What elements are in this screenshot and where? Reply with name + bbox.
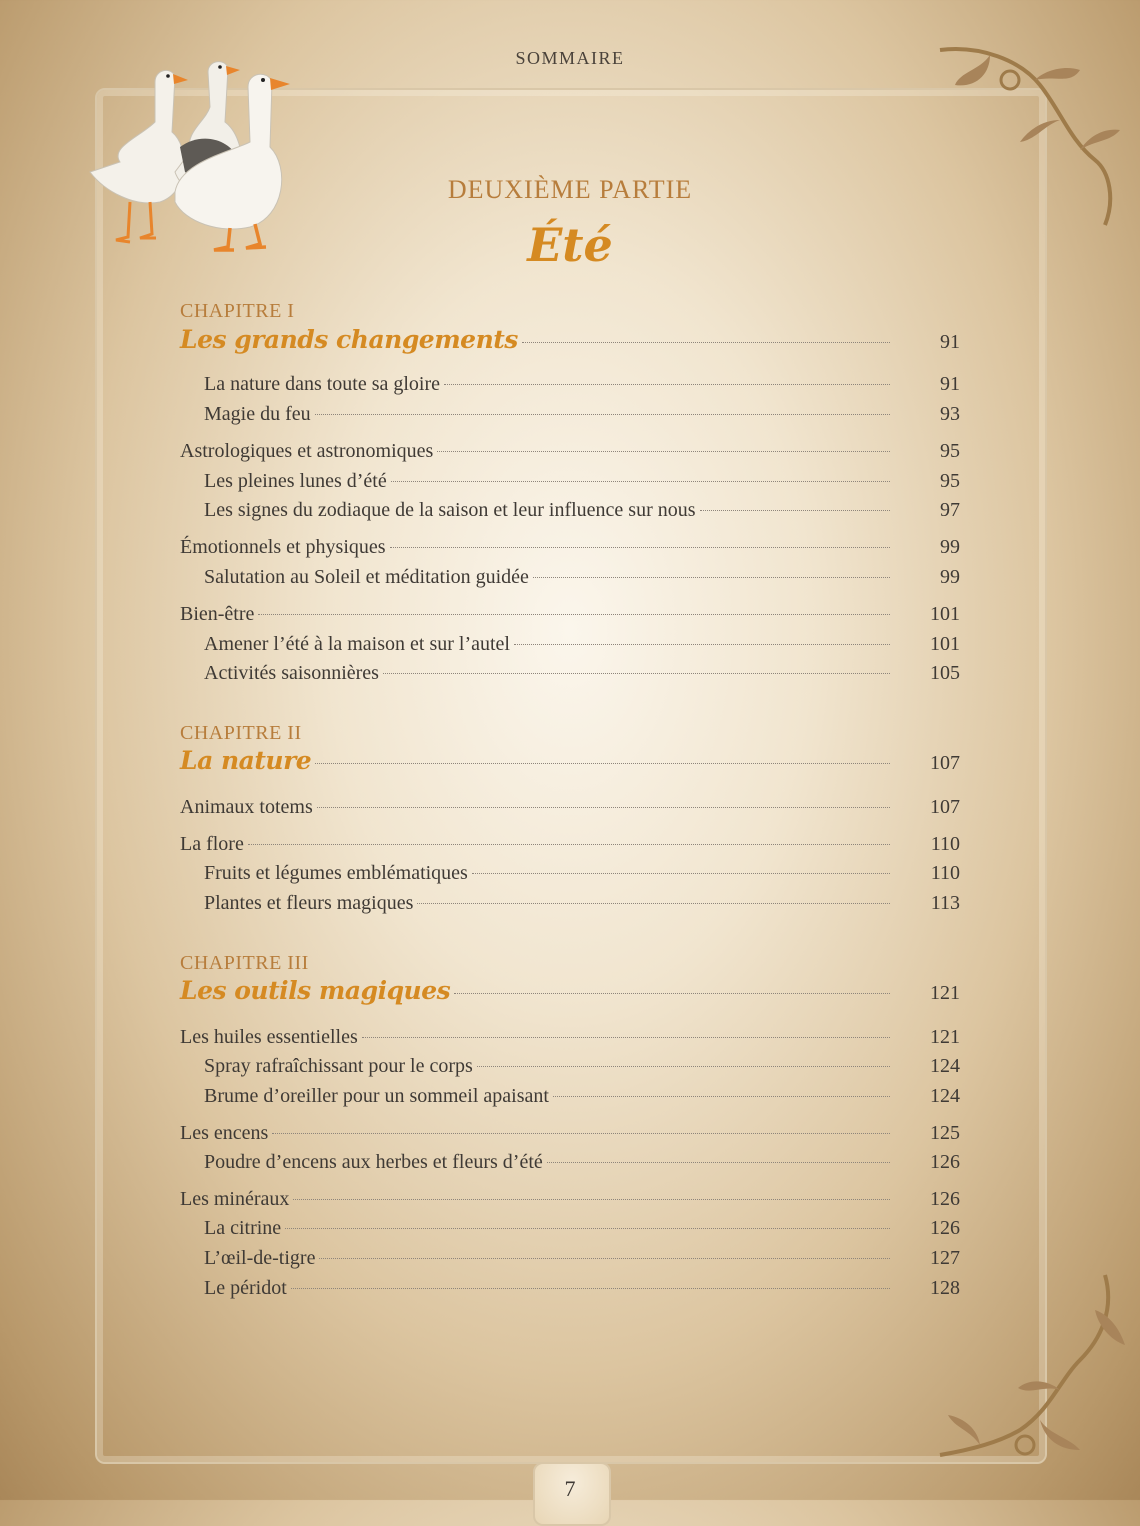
toc-entry-page: 124 — [930, 1055, 960, 1077]
toc-entry-page: 101 — [930, 603, 960, 625]
toc-entry-title: Animaux totems — [180, 796, 313, 818]
chapter-1-page: 91 — [940, 331, 960, 353]
running-header: SOMMAIRE — [515, 48, 625, 68]
leader-dots — [272, 1133, 890, 1134]
leader-dots — [285, 1228, 890, 1229]
toc-entry-page: 125 — [930, 1122, 960, 1144]
leader-dots — [547, 1162, 890, 1163]
toc-entry[interactable] — [180, 633, 960, 656]
toc-entry-title: Magie du feu — [204, 403, 311, 425]
chapter-3-title: Les outils magiques — [180, 976, 451, 1005]
toc-entry-page: 128 — [930, 1277, 960, 1299]
toc-entry-title: La flore — [180, 833, 244, 855]
leader-dots — [437, 451, 890, 452]
leader-dots — [553, 1096, 890, 1097]
leader-dots — [390, 547, 890, 548]
toc-entry-title: La nature dans toute sa gloire — [204, 373, 441, 395]
toc-entry[interactable] — [180, 566, 960, 589]
toc-entry-page: 126 — [930, 1151, 960, 1173]
goose-back — [90, 70, 188, 242]
toc-entry-title: Activités saisonnières — [204, 662, 379, 684]
toc-entry[interactable] — [180, 440, 960, 463]
toc-entry[interactable] — [180, 662, 960, 685]
toc-entry[interactable] — [180, 373, 960, 396]
leader-dots — [391, 481, 890, 482]
leader-dots — [293, 1199, 890, 1200]
toc-entry-title: Astrologiques et astronomiques — [180, 440, 434, 462]
toc-entry-page: 99 — [940, 536, 960, 558]
leader-dots — [472, 873, 890, 874]
toc-entry-title: Poudre d’encens aux herbes et fleurs d’été — [204, 1151, 543, 1173]
toc-entry-page: 110 — [930, 862, 960, 884]
leader-dots — [522, 342, 890, 343]
toc-entry-title: La citrine — [204, 1217, 282, 1239]
toc-entry-title: Les signes du zodiaque de la saison et leur influence sur nous — [204, 499, 696, 521]
leader-dots — [417, 903, 890, 904]
toc-entry-page: 124 — [930, 1085, 960, 1107]
toc-entry[interactable] — [180, 1277, 960, 1300]
part-label: DEUXIÈME PARTIE — [447, 175, 693, 204]
vine-ornament-bottom — [920, 1270, 1130, 1470]
toc-entry-title: Le péridot — [204, 1277, 287, 1299]
toc-entry-title: Les minéraux — [180, 1188, 290, 1210]
toc-entry[interactable] — [180, 1055, 960, 1078]
toc-entry-title: Émotionnels et physiques — [180, 536, 386, 558]
toc-entry-page: 110 — [930, 833, 960, 855]
part-title: Été — [527, 218, 613, 272]
chapter-3-page: 121 — [930, 982, 960, 1004]
toc-entry[interactable] — [180, 796, 960, 819]
toc-entry-title: Les huiles essentielles — [180, 1026, 358, 1048]
leader-dots — [362, 1037, 890, 1038]
toc-entry[interactable] — [180, 1122, 960, 1145]
toc-entry-page: 93 — [940, 403, 960, 425]
leader-dots — [700, 510, 890, 511]
leader-dots — [315, 763, 890, 764]
toc-entry-page: 97 — [940, 499, 960, 521]
leader-dots — [444, 384, 890, 385]
toc-entry-page: 121 — [930, 1026, 960, 1048]
leader-dots — [533, 577, 890, 578]
toc-entry-page: 105 — [930, 662, 960, 684]
toc-entry[interactable] — [180, 833, 960, 856]
toc-entry-page: 113 — [930, 892, 960, 914]
toc-entry-title: Les pleines lunes d’été — [204, 470, 387, 492]
leader-dots — [514, 644, 890, 645]
leader-dots — [477, 1066, 890, 1067]
leader-dots — [454, 993, 890, 994]
toc-entry-page: 95 — [940, 470, 960, 492]
leader-dots — [383, 673, 890, 674]
toc-entry-title: Amener l’été à la maison et sur l’autel — [204, 633, 510, 655]
chapter-2-title: La nature — [180, 746, 312, 775]
leader-dots — [317, 807, 890, 808]
toc-entry[interactable] — [180, 1188, 960, 1211]
toc-entry-page: 126 — [930, 1217, 960, 1239]
chapter-3-label: CHAPITRE III — [180, 952, 309, 974]
toc-entry-page: 107 — [930, 796, 960, 818]
toc-entry-page: 101 — [930, 633, 960, 655]
page-number: 7 — [564, 1476, 576, 1501]
toc-entry[interactable] — [180, 1151, 960, 1174]
chapter-1-label: CHAPITRE I — [180, 300, 295, 322]
toc-entry[interactable] — [180, 499, 960, 522]
toc-entry-title: Fruits et légumes emblématiques — [204, 862, 468, 884]
leader-dots — [258, 614, 890, 615]
toc-entry[interactable] — [180, 892, 960, 915]
chapter-1-entry[interactable] — [180, 325, 960, 354]
toc-entry[interactable] — [180, 403, 960, 426]
toc-entry-page: 95 — [940, 440, 960, 462]
toc-entry[interactable] — [180, 1217, 960, 1240]
toc-entry-title: L’œil-de-tigre — [204, 1247, 316, 1269]
toc-entry-title: Bien-être — [180, 603, 255, 625]
toc-entry-page: 127 — [930, 1247, 960, 1269]
toc-entry[interactable] — [180, 862, 960, 885]
toc-entry-page: 91 — [940, 373, 960, 395]
chapter-3-entry[interactable] — [180, 976, 960, 1005]
toc-entry-title: Brume d’oreiller pour un sommeil apaisant — [204, 1085, 549, 1107]
toc-entry-title: Les encens — [180, 1122, 269, 1144]
toc-entry[interactable] — [180, 470, 960, 493]
toc-entry-page: 99 — [940, 566, 960, 588]
toc-entry[interactable] — [180, 1247, 960, 1270]
toc-entry[interactable] — [180, 1026, 960, 1049]
toc-entry[interactable] — [180, 603, 960, 626]
leader-dots — [248, 844, 890, 845]
toc-entry-title: Salutation au Soleil et méditation guidée — [204, 566, 529, 588]
leader-dots — [291, 1288, 890, 1289]
toc-entry[interactable] — [180, 536, 960, 559]
toc-entry-page: 126 — [930, 1188, 960, 1210]
toc-entry-title: Spray rafraîchissant pour le corps — [204, 1055, 473, 1077]
toc-entry[interactable] — [180, 1085, 960, 1108]
leader-dots — [315, 414, 890, 415]
chapter-2-page: 107 — [930, 752, 960, 774]
leader-dots — [319, 1258, 890, 1259]
chapter-2-entry[interactable] — [180, 746, 960, 775]
chapter-2-label: CHAPITRE II — [180, 722, 302, 744]
toc-entry-title: Plantes et fleurs magiques — [204, 892, 414, 914]
chapter-1-title: Les grands changements — [180, 325, 518, 354]
